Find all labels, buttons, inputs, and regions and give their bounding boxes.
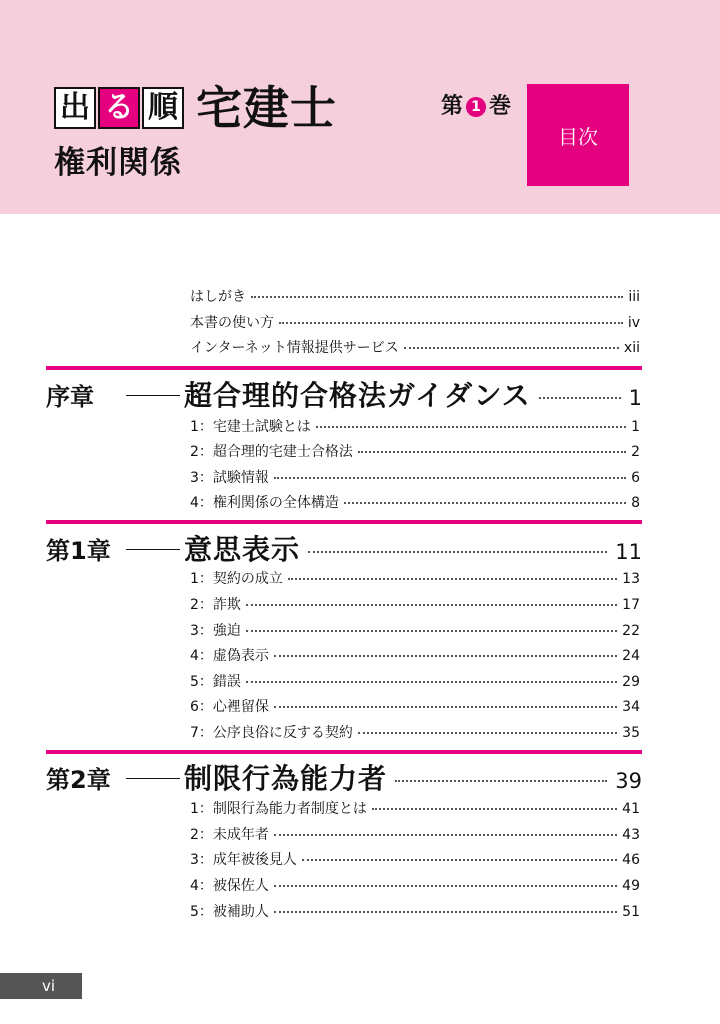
chapter-number: 第2章 bbox=[46, 766, 111, 794]
book-subtitle: 権利関係 bbox=[54, 145, 182, 181]
chapter-divider bbox=[46, 366, 642, 370]
toc-entry-page: 24 bbox=[622, 648, 640, 664]
toc-entry-label: 1：契約の成立 bbox=[190, 571, 283, 587]
chapter-heading[interactable] bbox=[46, 763, 642, 797]
leader-dots bbox=[358, 451, 626, 453]
toc-entry-label: 3：成年被後見人 bbox=[190, 852, 297, 868]
leader-dots bbox=[274, 885, 617, 887]
toc-entry-page: 29 bbox=[622, 674, 640, 690]
toc-entry-page: 22 bbox=[622, 623, 640, 639]
toc-entry-label: 5：錯誤 bbox=[190, 674, 241, 690]
brand-char-box: 出 bbox=[54, 87, 96, 129]
toc-entry-label: 3：強迫 bbox=[190, 623, 241, 639]
chapter-page: 1 bbox=[628, 386, 642, 410]
chapter-page: 11 bbox=[615, 540, 642, 564]
toc-entry-label: 4：被保佐人 bbox=[190, 878, 269, 894]
leader-dots bbox=[395, 780, 607, 782]
leader-dots bbox=[308, 551, 607, 553]
leader-dots bbox=[246, 681, 617, 683]
toc-entry-page: iv bbox=[627, 315, 640, 331]
brand-char-box: 順 bbox=[142, 87, 184, 129]
toc-entry-label: 1：制限行為能力者制度とは bbox=[190, 801, 367, 817]
toc-entry-page: 35 bbox=[622, 725, 640, 741]
toc-entry[interactable] bbox=[190, 314, 640, 332]
toc-entry-label: 6：心裡留保 bbox=[190, 699, 269, 715]
toc-entry-label: 2：未成年者 bbox=[190, 827, 269, 843]
toc-entry-label: 1：宅建士試験とは bbox=[190, 419, 311, 435]
toc-entry-page: xii bbox=[623, 340, 640, 356]
toc-entry[interactable] bbox=[190, 800, 640, 818]
chapter-heading[interactable] bbox=[46, 534, 642, 568]
brand-char-box: る bbox=[98, 87, 140, 129]
chapter-dash bbox=[126, 395, 180, 396]
chapter-page: 39 bbox=[615, 769, 642, 793]
toc-entry[interactable] bbox=[190, 570, 640, 588]
toc-entry[interactable] bbox=[190, 877, 640, 895]
leader-dots bbox=[246, 630, 617, 632]
toc-entry[interactable] bbox=[190, 494, 640, 512]
toc-entry[interactable] bbox=[190, 622, 640, 640]
toc-entry-label: 7：公序良俗に反する契約 bbox=[190, 725, 353, 741]
leader-dots bbox=[358, 732, 617, 734]
toc-entry[interactable] bbox=[190, 851, 640, 869]
toc-entry-page: 17 bbox=[622, 597, 640, 613]
leader-dots bbox=[274, 706, 617, 708]
leader-dots bbox=[372, 808, 617, 810]
volume-suffix: 巻 bbox=[489, 94, 512, 119]
chapter-dash bbox=[126, 778, 180, 779]
leader-dots bbox=[302, 859, 617, 861]
book-title: 宅建士 bbox=[196, 81, 337, 135]
toc-entry-label: 2：詐欺 bbox=[190, 597, 241, 613]
toc-entry[interactable] bbox=[190, 724, 640, 742]
leader-dots bbox=[288, 578, 617, 580]
chapter-title: 意思表示 bbox=[184, 533, 301, 566]
toc-entry-page: 6 bbox=[631, 470, 640, 486]
toc-entry-page: 8 bbox=[631, 495, 640, 511]
toc-entry-page: 46 bbox=[622, 852, 640, 868]
chapter-heading[interactable] bbox=[46, 380, 642, 414]
leader-dots bbox=[279, 322, 623, 324]
toc-entry-label: 4：虚偽表示 bbox=[190, 648, 269, 664]
toc-entry[interactable] bbox=[190, 443, 640, 461]
toc-badge: 目次 bbox=[527, 84, 629, 186]
header-band bbox=[0, 0, 720, 214]
chapter-divider bbox=[46, 750, 642, 754]
toc-entry-label: はしがき bbox=[190, 289, 246, 305]
leader-dots bbox=[251, 296, 623, 298]
leader-dots bbox=[344, 502, 626, 504]
toc-entry-page: 2 bbox=[631, 444, 640, 460]
leader-dots bbox=[274, 655, 617, 657]
chapter-dash bbox=[126, 549, 180, 550]
toc-entry[interactable] bbox=[190, 673, 640, 691]
leader-dots bbox=[274, 911, 617, 913]
toc-entry-label: 4：権利関係の全体構造 bbox=[190, 495, 339, 511]
toc-entry[interactable] bbox=[190, 288, 640, 306]
toc-entry-page: 51 bbox=[622, 904, 640, 920]
brand-logo bbox=[54, 80, 337, 136]
leader-dots bbox=[274, 477, 626, 479]
chapter-number: 第1章 bbox=[46, 537, 111, 565]
toc-entry[interactable] bbox=[190, 647, 640, 665]
leader-dots bbox=[246, 604, 617, 606]
toc-entry[interactable] bbox=[190, 418, 640, 436]
toc-entry[interactable] bbox=[190, 826, 640, 844]
chapter-number: 序章 bbox=[46, 383, 94, 411]
volume-number: 1 bbox=[466, 97, 486, 117]
page-number: vi bbox=[0, 973, 82, 999]
toc-entry-label: 5：被補助人 bbox=[190, 904, 269, 920]
toc-entry-label: インターネット情報提供サービス bbox=[190, 340, 399, 356]
chapter-divider bbox=[46, 520, 642, 524]
toc-entry[interactable] bbox=[190, 339, 640, 357]
leader-dots bbox=[316, 426, 626, 428]
toc-entry-page: iii bbox=[628, 289, 640, 305]
leader-dots bbox=[539, 397, 621, 399]
toc-entry-page: 13 bbox=[622, 571, 640, 587]
volume-label bbox=[441, 96, 511, 118]
leader-dots bbox=[274, 834, 617, 836]
toc-entry-page: 41 bbox=[622, 801, 640, 817]
toc-entry-page: 49 bbox=[622, 878, 640, 894]
chapter-title: 超合理的合格法ガイダンス bbox=[184, 379, 531, 412]
leader-dots bbox=[404, 347, 619, 349]
toc-entry-page: 1 bbox=[631, 419, 640, 435]
volume-prefix: 第 bbox=[441, 94, 464, 119]
toc-entry-label: 本書の使い方 bbox=[190, 315, 274, 331]
toc-entry-page: 34 bbox=[622, 699, 640, 715]
toc-entry[interactable] bbox=[190, 469, 640, 487]
toc-entry[interactable] bbox=[190, 903, 640, 921]
toc-entry[interactable] bbox=[190, 596, 640, 614]
chapter-title: 制限行為能力者 bbox=[184, 762, 388, 795]
toc-entry-label: 2：超合理的宅建士合格法 bbox=[190, 444, 353, 460]
toc-entry[interactable] bbox=[190, 698, 640, 716]
toc-entry-page: 43 bbox=[622, 827, 640, 843]
toc-entry-label: 3：試験情報 bbox=[190, 470, 269, 486]
